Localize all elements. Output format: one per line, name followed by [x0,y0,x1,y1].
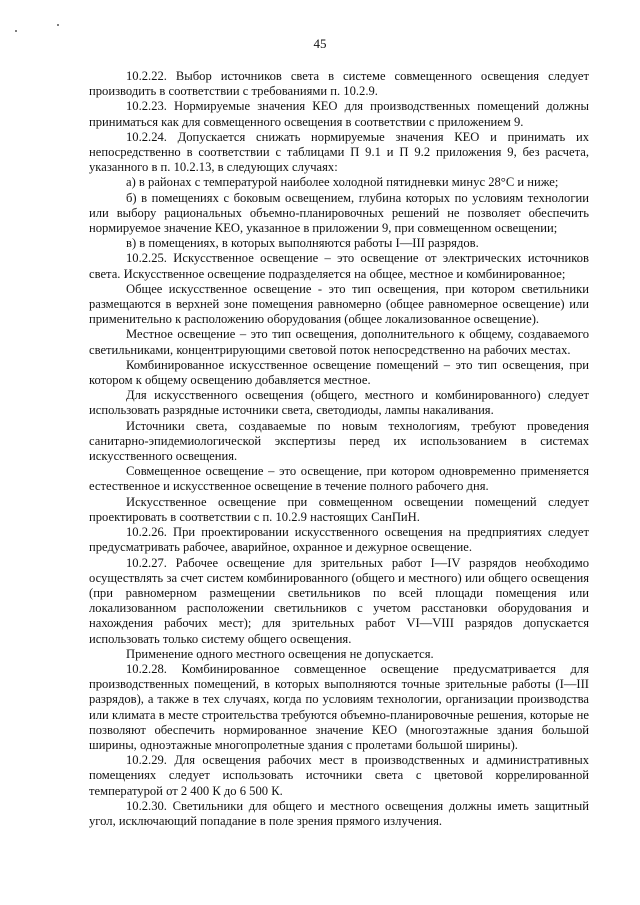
paragraph-local-only-forbidden: Применение одного местного освещения не допускается. [126,646,434,661]
list-item-v: в) в помещениях, в которых выполняются работы I—III разрядов. [126,236,479,251]
scan-speck [15,30,17,32]
list-item-b: б) в помещениях с боковым освещением, глубина которых по условиям технологии или выбору рациональных объемно-планировочных решений не позволяет обеспечить нормируемое значение КЕО, указанное в приложении 9, при совмещенном освещении; [89,190,589,236]
paragraph-artificial-in-mixed: Искусственное освещение при совмещенном освещении помещений следует проектировать в соответствии с п. 10.2.9 настоящих СанПиН. [89,494,589,524]
paragraph-10-2-28: 10.2.28. Комбинированное совмещенное освещение предусматривается для производственных помещений, в которых выполняются точные зрительные работы (I—III разрядов), а также в тех случаях, когда по условиям технологии, организации производства или климата в месте строительства требуются объемно-планировочные решения, которые не позволяют обеспечить нормированное значение КЕО (многоэтажные здания большой ширины, одноэтажные многопролетные здания с пролетами большой ширины). [89,661,589,752]
paragraph-10-2-26: 10.2.26. При проектировании искусственного освещения на предприятиях следует предусматривать рабочее, аварийное, охранное и дежурное освещение. [89,525,589,555]
paragraph-10-2-27: 10.2.27. Рабочее освещение для зрительных работ I—IV разрядов необходимо осуществлять за счет систем комбинированного (общего и местного) или общего освещения (при равномерном размещении светильников по всей площади помещения или локализованном расположении светильников с учетом расстановки оборудования и нахождения рабочих мест); для зрительных работ VI—VIII разрядов допускается использовать только систему общего освещения. [89,555,589,646]
paragraph-new-technologies: Источники света, создаваемые по новым технологиям, требуют проведения санитарно-эпидемиологической экспертизы перед их использованием в системах искусственного освещения. [89,418,589,464]
paragraph-combined-lighting: Комбинированное искусственное освещение помещений – это тип освещения, при котором к общему освещению добавляется местное. [89,357,589,388]
paragraph-10-2-29: 10.2.29. Для освещения рабочих мест в производственных и административных помещениях следует использовать источники света с цветовой коррелированной температурой от 2 400 К до 6 500 К. [89,753,589,798]
paragraph-10-2-23: 10.2.23. Нормируемые значения КЕО для производственных помещений должны приниматься как для совмещенного освещения в соответствии с приложением 9. [89,99,589,129]
scan-speck [57,24,59,26]
paragraph-10-2-24: 10.2.24. Допускается снижать нормируемые значения КЕО и принимать их непосредственно в соответствии с таблицами П 9.1 и П 9.2 приложения 9, без расчета, указанного в п. 10.2.13, в следующих случаях: [89,129,589,175]
paragraph-10-2-22: 10.2.22. Выбор источников света в системе совмещенного освещения следует производить в соответствии с требованиями п. 10.2.9. [89,69,589,99]
page-number: 45 [313,36,327,51]
paragraph-local-lighting: Местное освещение – это тип освещения, дополнительного к общему, создаваемого светильниками, концентрирующими световой поток непосредственно на рабочих местах. [89,327,589,357]
paragraph-general-lighting: Общее искусственное освещение - это тип освещения, при котором светильники размещаются в верхней зоне помещения равномерно (общее равномерное освещение) или применительно к расположению оборудования (общее локализованное освещение). [89,281,589,327]
paragraph-mixed-lighting: Совмещенное освещение – это освещение, при котором одновременно применяется естественное и искусственное освещение в течение полного рабочего дня. [89,464,589,494]
paragraph-10-2-30: 10.2.30. Светильники для общего и местного освещения должны иметь защитный угол, исключающий попадание в поле зрения прямого излучения. [89,798,589,828]
paragraph-10-2-25: 10.2.25. Искусственное освещение – это освещение от электрических источников света. Искусственное освещение подразделяется на общее, местное и комбинированное; [89,251,589,281]
paragraph-light-sources: Для искусственного освещения (общего, местного и комбинированного) следует использовать разрядные источники света, светодиоды, лампы накаливания. [89,388,589,418]
list-item-a: а) в районах с температурой наиболее холодной пятидневки минус 28°С и ниже; [126,175,559,190]
document-body [89,69,589,829]
